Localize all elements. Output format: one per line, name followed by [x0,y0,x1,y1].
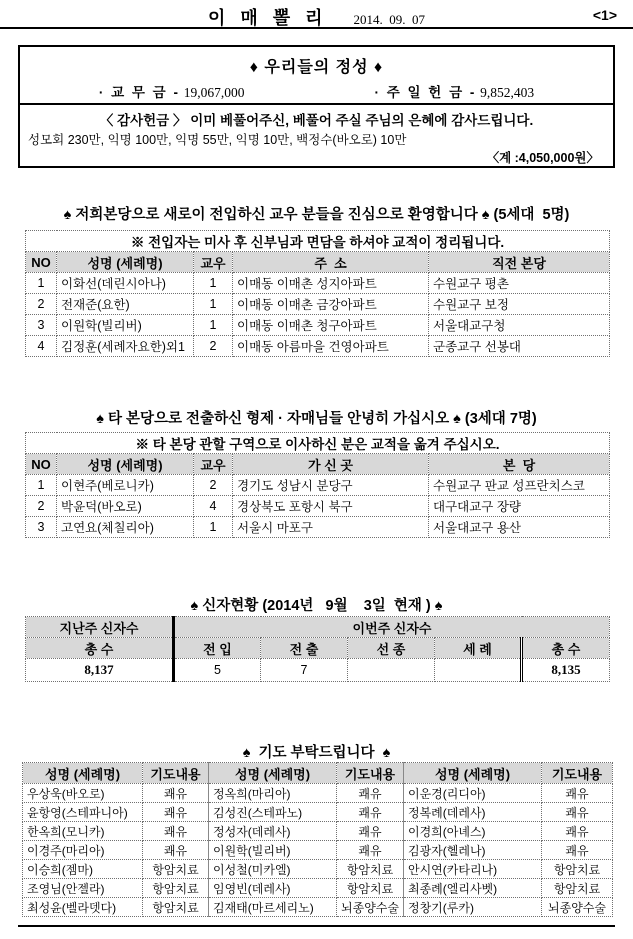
gamsa-detail: 성모회 230만, 익명 100만, 익명 55만, 익명 10만, 백정수(바오로) 10만 [28,133,407,147]
table-cell: 대구대교구 장량 [429,496,610,517]
juil-amount [374,81,534,101]
header-divider [0,27,633,29]
table-cell: 2 [194,336,233,357]
table-cell: 쾌유 [143,803,209,822]
table-cell: 쾌유 [143,822,209,841]
column-header: 가 신 곳 [233,454,429,475]
last-week-header: 지난주 신자수 [26,617,174,638]
table-cell: 항암치료 [337,860,404,879]
table-cell: 이성철(미카엘) [209,860,337,879]
table-cell: 최성윤(벨라뎃다) [23,898,143,917]
statistics-table [25,616,610,682]
table-notice-row [26,231,610,252]
table-cell: 김정훈(세례자요한)외1 [57,336,194,357]
column-header: 교우 [194,252,233,273]
table-cell: 2 [26,294,57,315]
table-cell: 쾌유 [337,784,404,803]
table-cell: 경상북도 포항시 북구 [233,496,429,517]
table-cell: 정옥희(마리아) [209,784,337,803]
table-cell: 1 [194,315,233,336]
table-cell: 뇌종양수술 [337,898,404,917]
table-cell: 김성진(스테파노) [209,803,337,822]
moved-out-notice: ※ 타 본당 관할 구역으로 이사하신 분은 교적을 옮겨 주십시오. [26,433,610,454]
gamsa-line: 〈 감사헌금 〉 이미 베풀어주신, 베풀어 주실 주님의 은혜에 감사드립니다. [99,113,534,128]
table-row [26,517,610,538]
table-cell: 이현주(베로니카) [57,475,194,496]
table-cell: 이경주(마리아) [23,841,143,860]
last-week-total: 8,137 [26,659,174,682]
column-header: NO [26,454,57,475]
table-cell: 전재준(요한) [57,294,194,315]
gyomugeum-label: · 교 무 금 - [98,85,180,100]
table-cell: 이매동 이매촌 성지아파트 [233,273,429,294]
page-number: <1> [592,7,617,23]
column-header: 기도내용 [337,763,404,784]
table-cell: 군종교구 선봉대 [429,336,610,357]
table-cell: 쾌유 [337,803,404,822]
statistics-values-row [26,659,610,682]
gyomugeum-value: 19,067,000 [183,85,245,100]
table-cell: 이운경(리디아) [404,784,542,803]
offering-amounts [20,79,613,105]
juil-value: 9,852,403 [480,85,535,100]
juil-label: · 주 일 헌 금 - [374,85,477,100]
column-header: 교우 [194,454,233,475]
prayers-title: ♠ 기도 부탁드립니다 ♠ [242,745,391,761]
table-cell: 서울대교구청 [429,315,610,336]
table-cell: 윤항영(스테파니아) [23,803,143,822]
table-row [26,294,610,315]
gamsa-total: 〈계 :4,050,000원〉 [486,151,599,165]
table-cell: 김재태(마르세리노) [209,898,337,917]
table-cell: 2 [26,496,57,517]
table-cell: 1 [194,517,233,538]
table-cell: 한옥희(모니카) [23,822,143,841]
this-week-total: 8,135 [522,659,610,682]
table-row [26,273,610,294]
table-row [23,898,613,917]
table-cell: 항암치료 [143,860,209,879]
column-header: 성명 (세례명) [57,252,194,273]
table-cell: 1 [26,273,57,294]
table-header-row [26,617,610,638]
table-cell: 우상욱(바오로) [23,784,143,803]
table-cell: 정성자(데레사) [209,822,337,841]
table-cell: 김광자(헬레나) [404,841,542,860]
page-title: 이 매 뽈 리 [207,8,328,28]
column-header: 기도내용 [542,763,613,784]
table-cell: 수원교구 판교 성프란치스코 [429,475,610,496]
table-cell: 쾌유 [542,784,613,803]
table-cell: 쾌유 [542,841,613,860]
table-cell: 쾌유 [143,841,209,860]
table-cell: 3 [26,517,57,538]
page-date: 2014. 09. 07 [353,12,426,27]
table-cell: 이매동 이매촌 금강아파트 [233,294,429,315]
table-cell: 이매동 이매촌 청구아파트 [233,315,429,336]
table-header-row [26,252,610,273]
column-header: 직전 본당 [429,252,610,273]
table-cell: 쾌유 [542,822,613,841]
table-cell: 이매동 아름마을 건영아파트 [233,336,429,357]
table-row [26,315,610,336]
table-cell: 임영빈(데레사) [209,879,337,898]
deceased-count [348,659,435,682]
column-header: 총 수 [26,638,174,659]
offering-title: ♦ 우리들의 정성 ♦ [249,59,384,76]
table-row [23,860,613,879]
table-cell: 이원학(빌리버) [209,841,337,860]
column-header: 세 례 [435,638,522,659]
table-row [23,784,613,803]
table-cell: 4 [194,496,233,517]
table-row [23,879,613,898]
table-row [26,475,610,496]
table-cell: 3 [26,315,57,336]
statistics-title: ♠ 신자현황 (2014년 9월 3일 현재 ) ♠ [190,598,443,614]
table-cell: 항암치료 [143,879,209,898]
column-header: 전 출 [261,638,348,659]
table-cell: 이원학(빌리버) [57,315,194,336]
table-row [23,822,613,841]
column-header: 전 입 [174,638,261,659]
table-cell: 고연요(체칠리아) [57,517,194,538]
footer-divider [18,925,615,927]
table-notice-row [26,433,610,454]
table-cell: 정창기(루카) [404,898,542,917]
table-header-row [26,454,610,475]
table-cell: 조영님(안젤라) [23,879,143,898]
table-cell: 서울시 마포구 [233,517,429,538]
table-cell: 쾌유 [337,841,404,860]
new-members-notice: ※ 전입자는 미사 후 신부님과 면담을 하셔야 교적이 정리됩니다. [26,231,610,252]
moved-out-title: ♠ 타 본당으로 전출하신 형제 · 자매님들 안녕히 가십시오 ♠ (3세대 7명) [96,411,537,427]
table-row [23,841,613,860]
table-cell: 안시연(카타리나) [404,860,542,879]
table-cell: 항암치료 [143,898,209,917]
transfer-out-count: 7 [261,659,348,682]
column-header: 성명 (세례명) [404,763,542,784]
table-cell: 이경희(아녜스) [404,822,542,841]
table-cell: 수원교구 평촌 [429,273,610,294]
table-cell: 서울대교구 용산 [429,517,610,538]
column-header: 성명 (세례명) [23,763,143,784]
table-cell: 1 [194,273,233,294]
gyomugeum-amount [99,81,245,101]
baptism-count [435,659,522,682]
table-row [26,496,610,517]
new-members-title: ♠ 저희본당으로 새로이 전입하신 교우 분들을 진심으로 환영합니다 ♠ (5세대 5명) [63,207,570,223]
this-week-header: 이번주 신자수 [174,617,610,638]
column-header: NO [26,252,57,273]
table-cell: 뇌종양수술 [542,898,613,917]
table-cell: 박윤덕(바오로) [57,496,194,517]
table-cell: 정복례(데레사) [404,803,542,822]
table-cell: 항암치료 [542,860,613,879]
table-cell: 쾌유 [337,822,404,841]
table-cell: 최종례(엘리사벳) [404,879,542,898]
table-cell: 4 [26,336,57,357]
table-header-row [26,638,610,659]
column-header: 본 당 [429,454,610,475]
table-cell: 쾌유 [143,784,209,803]
table-cell: 항암치료 [542,879,613,898]
table-cell: 이화선(데린시아나) [57,273,194,294]
new-members-table [25,230,610,357]
column-header: 주 소 [233,252,429,273]
table-cell: 쾌유 [542,803,613,822]
moved-out-table [25,432,610,538]
table-cell: 경기도 성남시 분당구 [233,475,429,496]
table-row [23,803,613,822]
table-cell: 1 [194,294,233,315]
column-header: 선 종 [348,638,435,659]
column-header: 총 수 [522,638,610,659]
offering-box [18,45,615,168]
prayers-table [22,762,613,917]
column-header: 기도내용 [143,763,209,784]
table-cell: 1 [26,475,57,496]
column-header: 성명 (세례명) [209,763,337,784]
table-row [26,336,610,357]
table-header-row [23,763,613,784]
table-cell: 항암치료 [337,879,404,898]
table-cell: 수원교구 보정 [429,294,610,315]
table-cell: 2 [194,475,233,496]
transfer-in-count: 5 [174,659,261,682]
column-header: 성명 (세례명) [57,454,194,475]
table-cell: 이승희(젬마) [23,860,143,879]
